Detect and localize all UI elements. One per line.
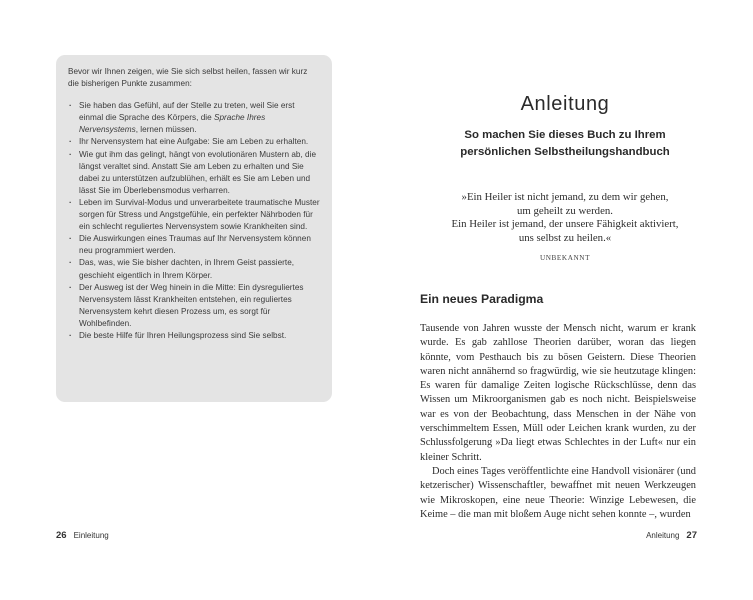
quote-line: uns selbst zu heilen.« [518, 231, 612, 244]
summary-list [68, 100, 320, 342]
body-paragraph: Tausende von Jahren wusste der Mensch nicht, warum er krank wurde. Es gab zahllose Theorien darüber, woran das liegen könnte, vom Pesthauch bis zu bösen Geistern. Diese Theorien waren nicht annähernd so fragwürdig, wie sie heutzutage klingen: Es waren für damalige Zeiten logische Rückschlüsse, denn das Wissen um Mikroorganismen gab es noch nicht. Beispielsweise war es von der Beobachtung, dass Menschen in der Nähe von verschimmeltem Essen, Müll oder Leichen krank wurden, zu der Schlussfolgerung »Da liegt etwas Schlechtes in der Luft« nur ein kleiner Schritt. [420, 323, 696, 463]
chapter-subtitle-line: persönlichen Selbstheilungshandbuch [460, 146, 670, 158]
chapter-title: Anleitung [520, 93, 610, 115]
running-head: Einleitung [73, 531, 109, 540]
summary-item-emphasis: Sprache Ihres Nervensystems [79, 113, 266, 135]
summary-item: · Der Ausweg ist der Weg hinein in die Mitte: Ein dysreguliertes Nervensystem lässt Krankheiten entstehen, ein reguliertes Nervensystem kehrt diesen Prozess um, es sorgt für Wohlbefinden. [68, 282, 320, 330]
page-number: 27 [686, 530, 697, 541]
section-heading: Ein neues Paradigma [420, 292, 544, 306]
page-number: 26 [56, 530, 67, 541]
body-text [420, 322, 696, 522]
footer-left [56, 530, 109, 542]
summary-box [56, 55, 332, 402]
summary-item: · Leben im Survival-Modus und unverarbeitete traumatische Muster sorgen für Stress und Angstgefühle, ein perfekter Nährboden für ein schlecht reguliertes Nervensystem sowie Krankheiten sind. [68, 197, 320, 233]
summary-intro: Bevor wir Ihnen zeigen, wie Sie sich selbst heilen, fassen wir kurz die bisherigen Punkte zusammen: [68, 67, 308, 89]
footer-right [646, 530, 697, 542]
chapter-subtitle-line: So machen Sie dieses Buch zu Ihrem [464, 129, 666, 141]
summary-item-text: , lernen müssen. [135, 125, 197, 135]
body-paragraph: Doch eines Tages veröffentlichte eine Handvoll visionärer (und ketzerischer) Wissenschaftler, bewaffnet mit neuen Werkzeugen wie Mikroskopen, eine neue Theorie: Winzige Lebewesen, die Keime – die man mit bloßem Auge nicht sehen konnte –, wurden [420, 465, 696, 520]
running-head: Anleitung [646, 531, 680, 540]
summary-item: · Ihr Nervensystem hat eine Aufgabe: Sie am Leben zu erhalten. [68, 136, 320, 148]
summary-item: · Wie gut ihm das gelingt, hängt von evolutionären Mustern ab, die längst veraltet sind. Anstatt Sie am Leben zu erhalten und Sie dabei zu unterstützen aufzublühen, erhält es Sie am Leben und lässt Sie im Überlebensmodus verharren. [68, 149, 320, 197]
left-page [0, 0, 376, 600]
summary-item-text: Sie haben das Gefühl, auf der Stelle zu treten, weil Sie erst einmal die Sprache des Körpers, die [79, 101, 295, 123]
right-page [377, 0, 753, 600]
summary-item: · Die beste Hilfe für Ihren Heilungsprozess sind Sie selbst. [68, 330, 320, 342]
summary-item: · Das, was, wie Sie bisher dachten, in Ihrem Geist passierte, geschieht eigentlich in Ihrem Körper. [68, 257, 320, 281]
quote-line: um geheilt zu werden. [517, 204, 613, 217]
quote-author: UNBEKANNT [539, 254, 591, 262]
chapter-subtitle [377, 127, 753, 161]
summary-item [68, 100, 320, 136]
summary-item: · Die Auswirkungen eines Traumas auf Ihr Nervensystem können neu programmiert werden. [68, 233, 320, 257]
quote-line: »Ein Heiler ist nicht jemand, zu dem wir gehen, [461, 191, 669, 203]
quote-line: Ein Heiler ist jemand, der unsere Fähigkeit aktiviert, [451, 218, 679, 231]
epigraph-quote [407, 191, 723, 245]
